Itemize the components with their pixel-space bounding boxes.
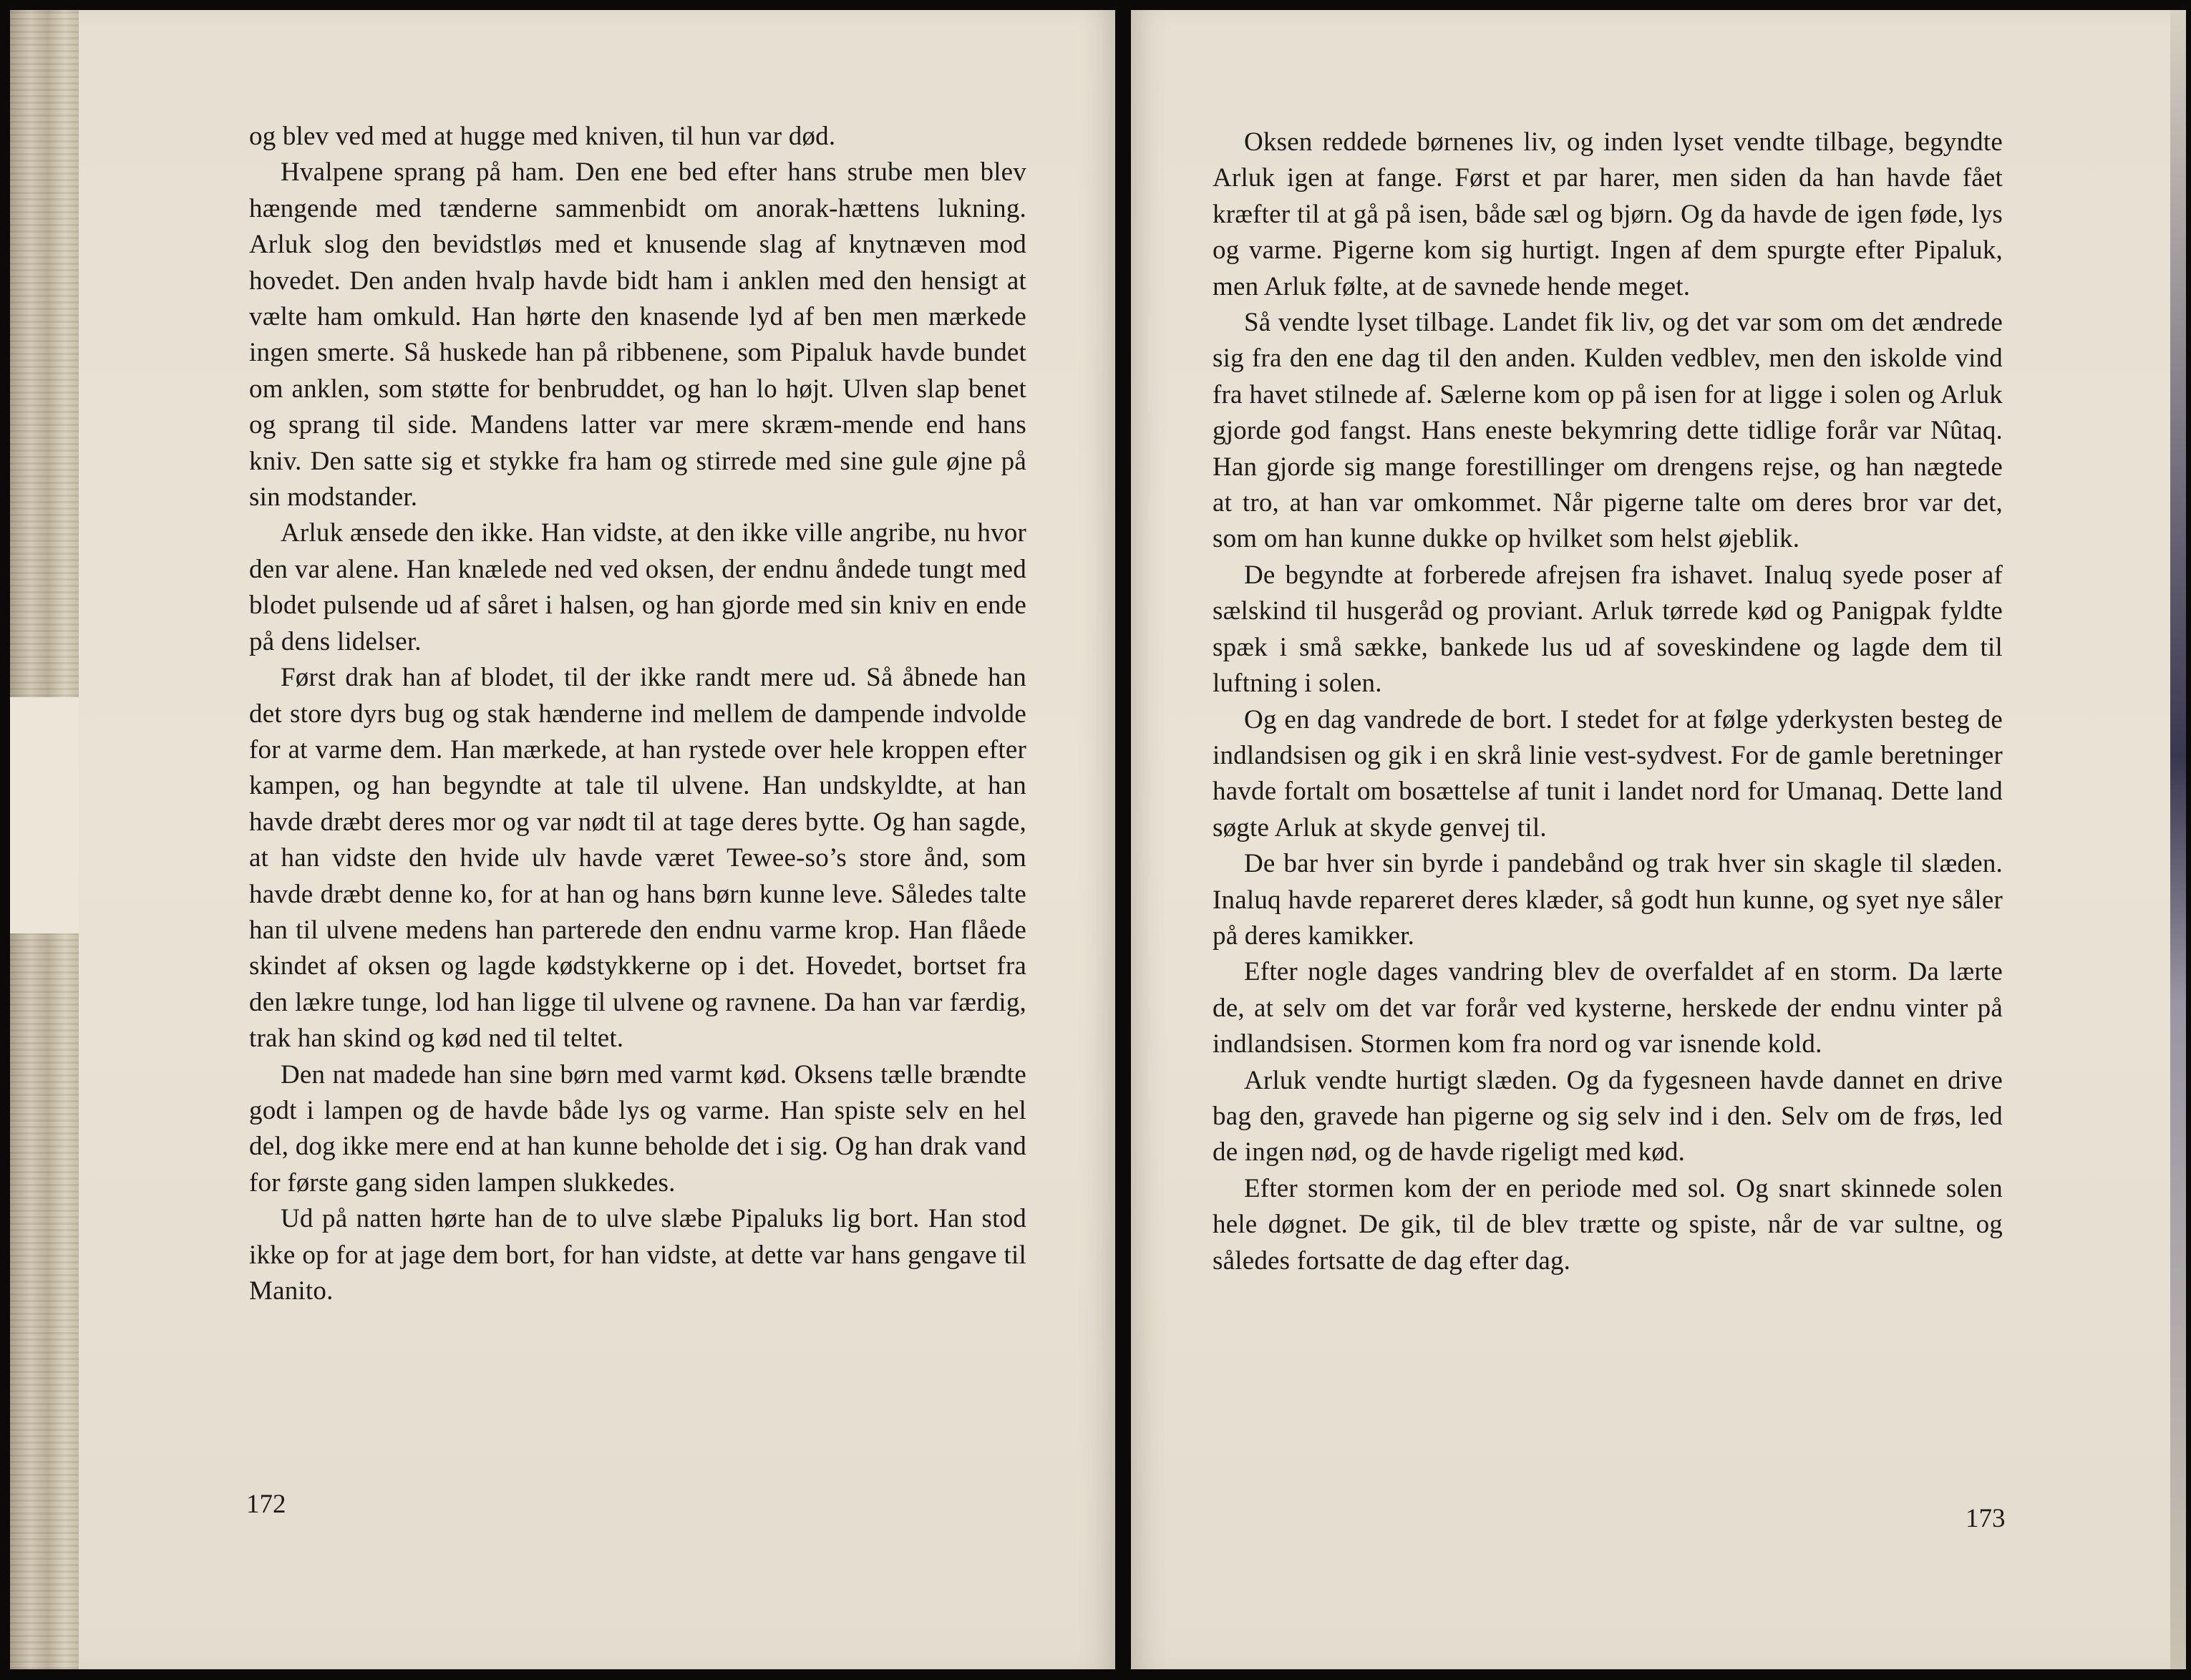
paragraph: Efter nogle dages vandring blev de overfaldet af en storm. Da lærte de, at selv om det var forår ved kysterne, herskede der endnu vinter på indlandsisen. Stormen kom fra nord og var isnende kold.: [1213, 957, 2003, 1059]
paragraph: Så vendte lyset tilbage. Landet fik liv, og det var som om det ændrede sig fra den ene dag til den anden. Kulden vedblev, men den iskolde vind fra havet stilnede af. Sælerne kom op på isen for at ligge i solen og Arluk gjorde god fangst. Hans eneste bekymring dette tidlige forår var Nûtaq. Han gjorde sig mange forestillinger om drengens rejse, og han nægtede at tro, at han var omkommet. Når pigerne talte om deres bror var det, som om han kunne dukke op hvilket som helst øjeblik.: [1213, 308, 2003, 554]
paragraph: Den nat madede han sine børn med varmt kød. Oksens tælle brændte godt i lampen og de havde både lys og varme. Han spiste selv en hel del, dog ikke mere end at han kunne beholde det i sig. Og han drak vand for første gang siden lampen slukkedes.: [249, 1059, 1026, 1198]
spine-tear: [10, 697, 79, 933]
book-spine-left: [10, 10, 79, 1669]
paragraph: Ud på natten hørte han de to ulve slæbe Pipaluks lig bort. Han stod ikke op for at jage dem bort, for han vidste, at dette var hans gengave til Manito.: [249, 1204, 1026, 1306]
book-gutter: [1115, 0, 1131, 1680]
page-number-left: 172: [246, 1490, 286, 1519]
paragraph: Oksen reddede børnenes liv, og inden lyset vendte tilbage, begyndte Arluk igen at fange. Først et par harer, men siden da han havde fået kræfter til at gå på isen, både sæl og bjørn. Og da havde de igen føde, lys og varme. Pigerne kom sig hurtigt. Ingen af dem spurgte efter Pipaluk, men Arluk følte, at de savnede hende meget.: [1213, 127, 2003, 301]
paragraph: Arluk ænsede den ikke. Han vidste, at den ikke ville angribe, nu hvor den var alene. Han knælede ned ved oksen, der endnu åndede tungt med blodet pulsende ud af såret i halsen, og han gjorde med sin kniv en ende på dens lidelser.: [249, 518, 1026, 656]
left-page-text: [249, 119, 1026, 1309]
right-page-text: [1213, 125, 2003, 1279]
paragraph: Først drak han af blodet, til der ikke randt mere ud. Så åbnede han det store dyrs bug og stak hænderne ind mellem de dampende indvolde for at varme dem. Han mærkede, at han rystede over hele kroppen efter kampen, og han begyndte at tale til ulvene. Han undskyldte, at han havde dræbt deres mor og var nødt til at tage deres bytte. Og han sagde, at han vidste den hvide ulv havde været Tewee-so’s store ånd, som havde dræbt denne ko, for at han og hans børn kunne leve. Således talte han til ulvene medens han parterede den endnu varme krop. Han flåede skindet af oksen og lagde kødstykkerne op i det. Hovedet, bortset fra den lækre tunge, lod han ligge til ulvene og ravnene. Da han var færdig, trak han skind og kød ned til teltet.: [249, 663, 1026, 1054]
page-edge-right: [2170, 10, 2186, 1669]
paragraph: De bar hver sin byrde i pandebånd og trak hver sin skagle til slæden. Inaluq havde repareret deres klæder, så godt hun kunne, og syet nye såler på deres kamikker.: [1213, 849, 2003, 951]
paragraph: Hvalpene sprang på ham. Den ene bed efter hans strube men blev hængende med tænderne sammenbidt om anorak-hættens lukning. Arluk slog den bevidstløs med et knusende slag af knytnæven mod hovedet. Den anden hvalp havde bidt ham i anklen med den hensigt at vælte ham omkuld. Han hørte den knasende lyd af ben men mærkede ingen smerte. Så huskede han på ribbenene, som Pipaluk havde bundet om anklen, som støtte for benbruddet, og han lo højt. Ulven slap benet og sprang til side. Mandens latter var mere skræm-mende end hans kniv. Den satte sig et stykke fra ham og stirrede med sine gule øjne på sin modstander.: [249, 157, 1026, 513]
paragraph: Og en dag vandrede de bort. I stedet for at følge yderkysten besteg de indlandsisen og gik i en skrå linie vest-sydvest. For de gamle beretninger havde fortalt om bosættelse af tunit i landet nord for Umanaq. Dette land søgte Arluk at skyde genvej til.: [1213, 704, 2003, 843]
paragraph: Efter stormen kom der en periode med sol. Og snart skinnede solen hele døgnet. De gik, til de blev trætte og spiste, når de var sultne, og således fortsatte de dag efter dag.: [1213, 1173, 2003, 1276]
paragraph: De begyndte at forberede afrejsen fra ishavet. Inaluq syede poser af sælskind til husgeråd og proviant. Arluk tørrede kød og Panigpak fyldte spæk i små sække, bankede lus ud af soveskindene og lagde dem til luftning i solen.: [1213, 560, 2003, 699]
page-number-right: 173: [1966, 1504, 2006, 1533]
paragraph: og blev ved med at hugge med kniven, til hun var død.: [249, 122, 836, 151]
paragraph: Arluk vendte hurtigt slæden. Og da fygesneen havde dannet en drive bag den, gravede han pigerne og sig selv ind i den. Selv om de frøs, led de ingen nød, og de havde rigeligt med kød.: [1213, 1065, 2003, 1167]
